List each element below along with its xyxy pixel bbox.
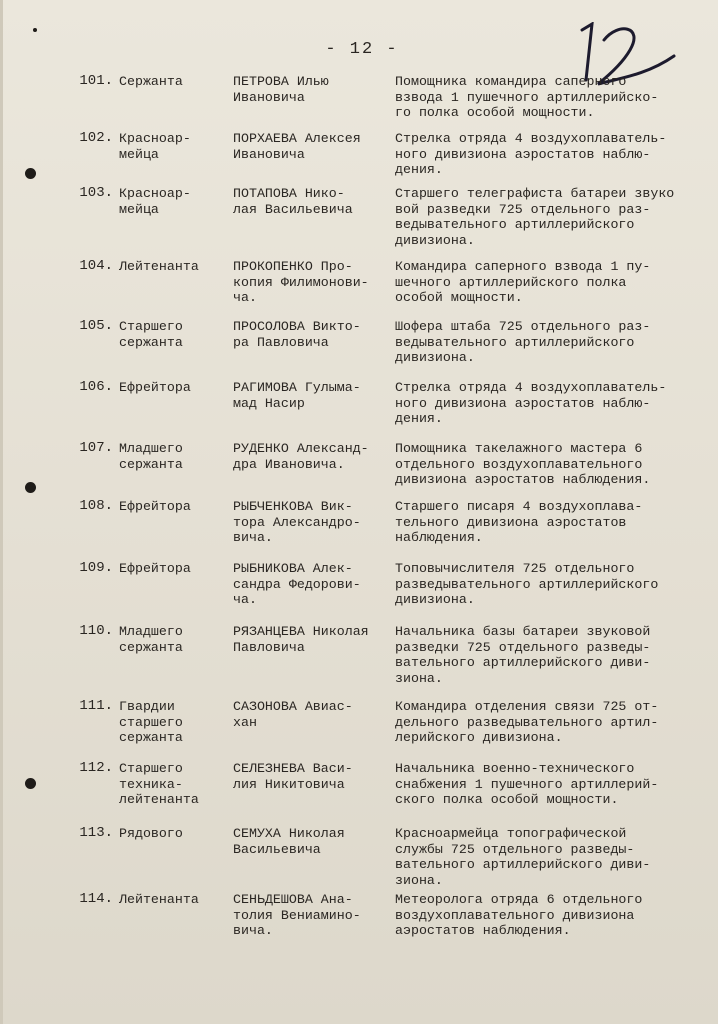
entry-number: 111.: [79, 698, 113, 714]
entry-name: РУДЕНКО Александ- дра Ивановича.: [233, 441, 369, 472]
entry-number: 105.: [79, 318, 113, 334]
punch-hole: [25, 778, 36, 789]
entry-position: Командира саперного взвода 1 пу- шечного артиллерийского полка особой мощности.: [395, 259, 651, 305]
entry-number: 107.: [79, 440, 113, 456]
entry-number: 102.: [79, 130, 113, 146]
entry-name: РЫБЧЕНКОВА Вик- тора Александро- вича.: [233, 499, 361, 545]
entry-name: ПОТАПОВА Нико- лая Васильевича: [233, 186, 353, 217]
entry-rank: Красноар- мейца: [119, 131, 191, 162]
entry-number: 101.: [79, 73, 113, 89]
entry-number: 103.: [79, 185, 113, 201]
entry-rank: Ефрейтора: [119, 499, 191, 514]
entry-position: Начальника базы батареи звуковой разведки 725 отдельного разведы- вательного артиллерийского диви- зиона.: [395, 624, 651, 686]
punch-hole: [25, 168, 36, 179]
entry-position: Помощника командира саперного взвода 1 пушечного артиллерийско- го полка особой мощности.: [395, 74, 659, 120]
entry-number: 114.: [79, 891, 113, 907]
entry-name: СЕМУХА Николая Васильевича: [233, 826, 345, 857]
entry-position: Командира отделения связи 725 от- дельного разведывательного артил- лерийского дивизиона.: [395, 699, 659, 745]
entry-position: Шофера штаба 725 отдельного раз- ведывательного артиллерийского дивизиона.: [395, 319, 651, 365]
entry-name: СЕНЬДЕШОВА Ана- толия Вениамино- вича.: [233, 892, 361, 938]
entry-number: 113.: [79, 825, 113, 841]
entry-rank: Ефрейтора: [119, 561, 191, 576]
entry-name: РЯЗАНЦЕВА Николая Павловича: [233, 624, 369, 655]
entry-position: Красноармейца топографической службы 725 отдельного разведы- вательного артиллерийского диви- зиона.: [395, 826, 651, 888]
entry-number: 108.: [79, 498, 113, 514]
entry-rank: Старшего сержанта: [119, 319, 183, 350]
entry-name: ПРОСОЛОВА Викто- ра Павловича: [233, 319, 361, 350]
entry-rank: Старшего техника- лейтенанта: [119, 761, 199, 807]
entry-number: 109.: [79, 560, 113, 576]
entry-rank: Младшего сержанта: [119, 624, 183, 655]
entry-number: 104.: [79, 258, 113, 274]
page-number: - 12 -: [325, 40, 399, 59]
entry-position: Старшего писаря 4 воздухоплава- тельного дивизиона аэростатов наблюдения.: [395, 499, 643, 545]
entry-name: СЕЛЕЗНЕВА Васи- лия Никитовича: [233, 761, 353, 792]
entry-rank: Лейтенанта: [119, 259, 199, 274]
entry-name: РЫБНИКОВА Алек- сандра Федорови- ча.: [233, 561, 361, 607]
entry-name: ПОРХАЕВА Алексея Ивановича: [233, 131, 361, 162]
entry-rank: Ефрейтора: [119, 380, 191, 395]
punch-hole: [25, 482, 36, 493]
entry-position: Начальника военно-технического снабжения 1 пушечного артиллерий- ского полка особой мощности.: [395, 761, 659, 807]
entry-number: 110.: [79, 623, 113, 639]
entry-number: 112.: [79, 760, 113, 776]
entry-rank: Рядового: [119, 826, 183, 841]
entry-position: Топовычислителя 725 отдельного разведывательного артиллерийского дивизиона.: [395, 561, 659, 607]
entry-position: Помощника такелажного мастера 6 отдельного воздухоплавательного дивизиона аэростатов наблюдения.: [395, 441, 651, 487]
entry-rank: Красноар- мейца: [119, 186, 191, 217]
punch-hole: [33, 28, 37, 32]
entry-name: ПРОКОПЕНКО Про- копия Филимонови- ча.: [233, 259, 369, 305]
entry-position: Метеоролога отряда 6 отдельного воздухоплавательного дивизиона аэростатов наблюдения.: [395, 892, 643, 938]
entry-position: Старшего телеграфиста батареи звуко вой разведки 725 отдельного раз- ведывательного артиллерийского дивизиона.: [395, 186, 675, 248]
entry-rank: Сержанта: [119, 74, 183, 89]
entry-number: 106.: [79, 379, 113, 395]
entry-rank: Младшего сержанта: [119, 441, 183, 472]
entry-name: САЗОНОВА Авиас- хан: [233, 699, 353, 730]
entry-name: ПЕТРОВА Илью Ивановича: [233, 74, 329, 105]
entry-position: Стрелка отряда 4 воздухоплаватель- ного дивизиона аэростатов наблю- дения.: [395, 380, 667, 426]
entry-name: РАГИМОВА Гулыма- мад Насир: [233, 380, 361, 411]
entry-rank: Гвардии старшего сержанта: [119, 699, 183, 745]
entry-rank: Лейтенанта: [119, 892, 199, 907]
entry-position: Стрелка отряда 4 воздухоплаватель- ного дивизиона аэростатов наблю- дения.: [395, 131, 667, 177]
